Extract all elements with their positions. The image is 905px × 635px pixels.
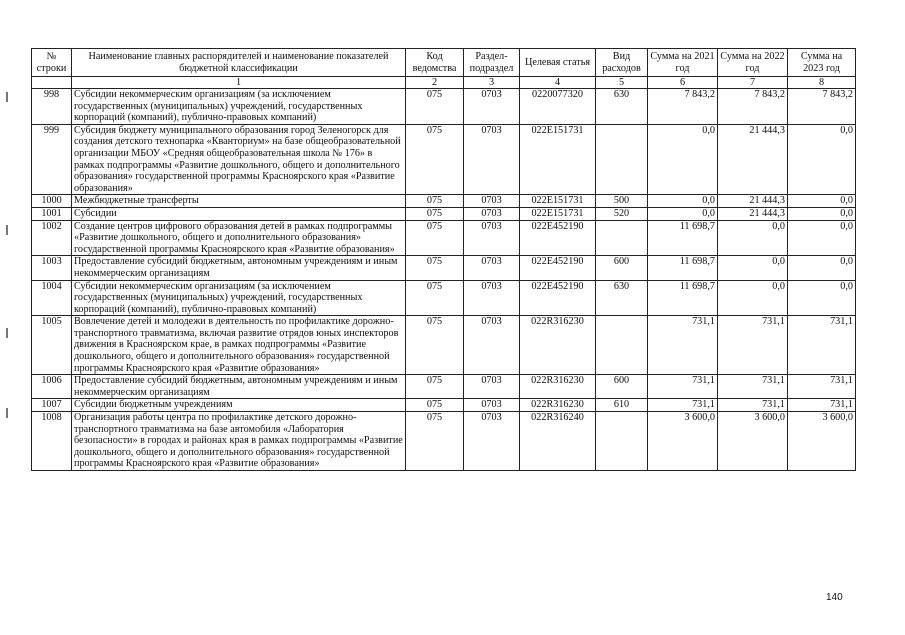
row-target: 022R316230	[520, 399, 596, 412]
row-sum-2022: 731,1	[718, 375, 788, 399]
row-sum-2022: 0,0	[718, 220, 788, 256]
row-expense-type: 630	[596, 280, 648, 316]
row-sum-2022: 731,1	[718, 399, 788, 412]
row-sum-2021: 3 600,0	[648, 412, 718, 471]
row-sum-2022: 0,0	[718, 280, 788, 316]
row-sum-2022: 21 444,3	[718, 207, 788, 220]
header-name: Наименование главных распорядителей и наименование показателей бюджетной классификации	[72, 49, 406, 77]
header-row-no: № строки	[32, 49, 72, 77]
row-dept-code: 075	[406, 195, 464, 208]
row-number: 998	[32, 89, 72, 125]
row-expense-type	[596, 412, 648, 471]
table-row	[32, 280, 856, 316]
row-expense-type: 630	[596, 89, 648, 125]
budget-table	[31, 48, 856, 471]
row-section: 0703	[464, 195, 520, 208]
table-row	[32, 89, 856, 125]
row-expense-type	[596, 316, 648, 375]
row-number: 1002	[32, 220, 72, 256]
row-sum-2023: 0,0	[788, 280, 856, 316]
row-sum-2022: 21 444,3	[718, 124, 788, 195]
column-number	[32, 77, 72, 89]
row-name: Субсидии	[72, 207, 406, 220]
row-name: Предоставление субсидий бюджетным, автономным учреждениям и иным некоммерческим организациям	[72, 256, 406, 280]
margin-mark	[6, 408, 8, 418]
row-dept-code: 075	[406, 220, 464, 256]
row-sum-2021: 11 698,7	[648, 220, 718, 256]
table-row	[32, 316, 856, 375]
row-number: 1006	[32, 375, 72, 399]
row-target: 022E452190	[520, 256, 596, 280]
row-sum-2022: 3 600,0	[718, 412, 788, 471]
row-expense-type: 600	[596, 375, 648, 399]
table-row	[32, 256, 856, 280]
row-sum-2023: 3 600,0	[788, 412, 856, 471]
table-row	[32, 220, 856, 256]
row-sum-2021: 731,1	[648, 316, 718, 375]
budget-table-wrapper	[31, 48, 856, 471]
row-name: Предоставление субсидий бюджетным, автономным учреждениям и иным некоммерческим организациям	[72, 375, 406, 399]
row-sum-2023: 731,1	[788, 399, 856, 412]
column-number: 6	[648, 77, 718, 89]
row-dept-code: 075	[406, 207, 464, 220]
row-sum-2022: 21 444,3	[718, 195, 788, 208]
row-target: 022E151731	[520, 124, 596, 195]
row-sum-2021: 731,1	[648, 399, 718, 412]
header-dept-code: Код ведомства	[406, 49, 464, 77]
row-number: 1004	[32, 280, 72, 316]
row-number: 1000	[32, 195, 72, 208]
row-name: Субсидия бюджету муниципального образования город Зеленогорск для создания детского технопарка «Кванториум» на базе общеобразовательной организации МБОУ «Средняя общеобразовательная школа № 176» в рамках подпрограммы «Развитие дошкольного, общего и дополнительного образования» государственной программы Красноярского края «Развитие образования»	[72, 124, 406, 195]
column-number: 2	[406, 77, 464, 89]
table-row	[32, 399, 856, 412]
row-section: 0703	[464, 316, 520, 375]
column-number: 3	[464, 77, 520, 89]
row-expense-type: 520	[596, 207, 648, 220]
row-dept-code: 075	[406, 412, 464, 471]
table-row	[32, 412, 856, 471]
row-sum-2023: 0,0	[788, 256, 856, 280]
row-name: Вовлечение детей и молодежи в деятельность по профилактике дорожно-транспортного травматизма, включая развитие отрядов юных инспекторов движения в Красноярском крае, в рамках подпрограммы «Развитие дошкольного, общего и дополнительного образования» государственной программы Красноярского края «Развитие образования»	[72, 316, 406, 375]
row-section: 0703	[464, 412, 520, 471]
row-number: 999	[32, 124, 72, 195]
row-expense-type	[596, 220, 648, 256]
row-dept-code: 075	[406, 375, 464, 399]
row-section: 0703	[464, 89, 520, 125]
row-number: 1001	[32, 207, 72, 220]
row-dept-code: 075	[406, 89, 464, 125]
row-section: 0703	[464, 124, 520, 195]
row-number: 1008	[32, 412, 72, 471]
row-name: Субсидии некоммерческим организациям (за исключением государственных (муниципальных) учреждений, государственных корпораций (компаний), публично-правовых компаний)	[72, 280, 406, 316]
row-sum-2021: 0,0	[648, 124, 718, 195]
page-number: 140	[826, 592, 843, 603]
row-expense-type: 500	[596, 195, 648, 208]
row-number: 1005	[32, 316, 72, 375]
row-expense-type: 600	[596, 256, 648, 280]
row-expense-type: 610	[596, 399, 648, 412]
column-number: 4	[520, 77, 596, 89]
row-target: 022E452190	[520, 220, 596, 256]
margin-mark	[6, 328, 8, 338]
row-section: 0703	[464, 220, 520, 256]
table-row	[32, 195, 856, 208]
row-expense-type	[596, 124, 648, 195]
table-row	[32, 375, 856, 399]
header-sum-2022: Сумма на 2022 год	[718, 49, 788, 77]
row-dept-code: 075	[406, 316, 464, 375]
row-section: 0703	[464, 375, 520, 399]
row-name: Создание центров цифрового образования детей в рамках подпрограммы «Развитие дошкольного, общего и дополнительного образования» государственной программы Красноярского края «Развитие образования»	[72, 220, 406, 256]
table-row	[32, 207, 856, 220]
column-number: 5	[596, 77, 648, 89]
row-sum-2022: 0,0	[718, 256, 788, 280]
row-sum-2023: 731,1	[788, 375, 856, 399]
row-sum-2021: 11 698,7	[648, 280, 718, 316]
row-sum-2022: 7 843,2	[718, 89, 788, 125]
row-section: 0703	[464, 256, 520, 280]
margin-mark	[6, 92, 8, 102]
row-dept-code: 075	[406, 280, 464, 316]
row-dept-code: 075	[406, 399, 464, 412]
row-name: Субсидии бюджетным учреждениям	[72, 399, 406, 412]
header-sum-2021: Сумма на 2021 год	[648, 49, 718, 77]
row-sum-2023: 0,0	[788, 207, 856, 220]
header-target: Целевая статья	[520, 49, 596, 77]
row-dept-code: 075	[406, 124, 464, 195]
header-expense-type: Вид расходов	[596, 49, 648, 77]
margin-mark	[6, 225, 8, 235]
row-sum-2022: 731,1	[718, 316, 788, 375]
row-name: Межбюджетные трансферты	[72, 195, 406, 208]
header-section: Раздел-подраздел	[464, 49, 520, 77]
row-section: 0703	[464, 399, 520, 412]
row-number: 1003	[32, 256, 72, 280]
row-section: 0703	[464, 280, 520, 316]
row-target: 0220077320	[520, 89, 596, 125]
column-number: 8	[788, 77, 856, 89]
row-name: Организация работы центра по профилактике детского дорожно-транспортного травматизма на базе автомобиля «Лаборатория безопасности» в городах и районах края в рамках подпрограммы «Развитие дошкольного, общего и дополнительного образования» государственной программы Красноярского края «Развитие образования»	[72, 412, 406, 471]
row-number: 1007	[32, 399, 72, 412]
column-number: 1	[72, 77, 406, 89]
header-sum-2023: Сумма на 2023 год	[788, 49, 856, 77]
row-dept-code: 075	[406, 256, 464, 280]
row-sum-2023: 731,1	[788, 316, 856, 375]
row-sum-2021: 731,1	[648, 375, 718, 399]
row-sum-2023: 0,0	[788, 124, 856, 195]
row-target: 022E151731	[520, 207, 596, 220]
row-target: 022R316240	[520, 412, 596, 471]
row-sum-2023: 0,0	[788, 220, 856, 256]
row-sum-2021: 0,0	[648, 207, 718, 220]
row-target: 022E151731	[520, 195, 596, 208]
row-section: 0703	[464, 207, 520, 220]
row-sum-2023: 0,0	[788, 195, 856, 208]
row-sum-2021: 11 698,7	[648, 256, 718, 280]
row-sum-2021: 7 843,2	[648, 89, 718, 125]
column-number: 7	[718, 77, 788, 89]
row-target: 022R316230	[520, 316, 596, 375]
table-row	[32, 124, 856, 195]
row-target: 022R316230	[520, 375, 596, 399]
row-sum-2021: 0,0	[648, 195, 718, 208]
row-target: 022E452190	[520, 280, 596, 316]
row-sum-2023: 7 843,2	[788, 89, 856, 125]
row-name: Субсидии некоммерческим организациям (за исключением государственных (муниципальных) учреждений, государственных корпораций (компаний), публично-правовых компаний)	[72, 89, 406, 125]
